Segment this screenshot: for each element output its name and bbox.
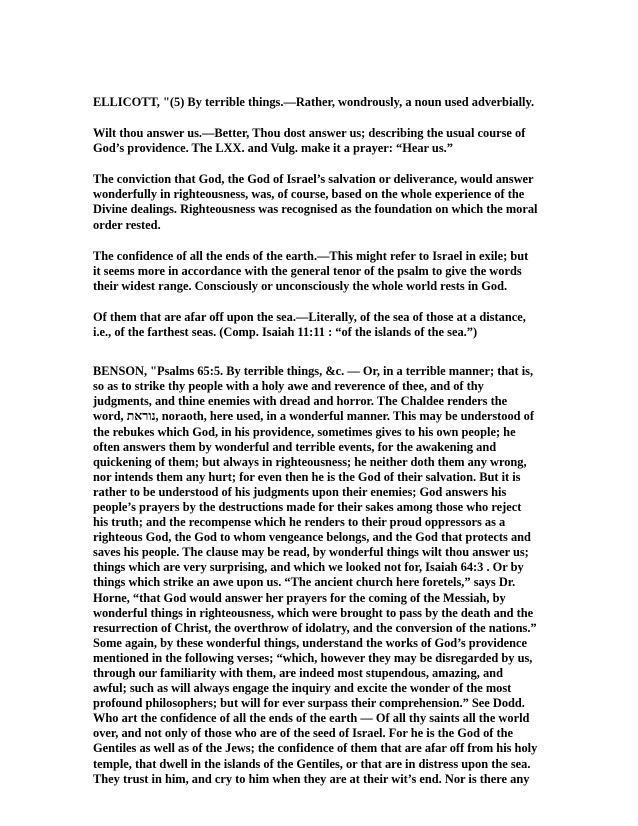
text-line: wonderfully in righteousness, was, of course, based on the whole experience of the (93, 187, 525, 202)
text-line: so as to strike thy people with a holy awe and reverence of thee, and of thy (93, 379, 484, 394)
afar-off-paragraph (93, 310, 551, 340)
text-line: word, נוראת, noraoth, here used, in a wonderful manner. This may be understood of (93, 409, 534, 424)
conviction-paragraph (93, 172, 551, 232)
text-line: nor intends them any hurt; for even then he is the God of their salvation. But it is (93, 469, 521, 484)
text-line: temple, that dwell in the islands of the Gentiles, or that are in distress upon the sea. (93, 756, 531, 771)
text-line: through our familiarity with them, are indeed most stupendous, amazing, and (93, 666, 503, 680)
text-line: resurrection of Christ, the overthrow of idolatry, and the conversion of the nations.” (93, 620, 537, 635)
text-line: Wilt thou answer us.—Better, Thou dost answer us; describing the usual course of (93, 126, 526, 141)
text-line: people’s prayers by the destructions made for their sakes among those who reject (93, 499, 522, 514)
text-line: his truth; and the recompense which he renders to their proud oppressors as a (93, 515, 506, 530)
ellicott-intro-paragraph (93, 95, 551, 110)
text-line: over, and not only of those who are of the seed of Israel. For he is the God of the (93, 726, 514, 741)
commentary-text (93, 95, 551, 803)
text-line: things which strike an awe upon us. “The ancient church here foretels,” says Dr. (93, 575, 516, 590)
text-line: saves his people. The clause may be read, by wonderful things wilt thou answer us; (93, 545, 529, 560)
text-line: quickening of them; but always in righteousness; he neither doth them any wrong, (93, 454, 527, 469)
text-line: order rested. (93, 217, 161, 232)
benson-paragraph (93, 364, 551, 787)
text-line: their widest range. Consciously or unconsciously the whole world rests in God. (93, 278, 508, 293)
text-line: judgments, and thine enemies with dread and horror. The Chaldee renders the (93, 394, 508, 409)
text-line: Horne, “that God would answer her prayers for the coming of the Messiah, by (93, 590, 506, 605)
text-line: They trust in him, and cry to him when they are at their wit’s end. Nor is there any (93, 771, 530, 786)
text-line: things which are very surprising, and which we looked not for, Isaiah 64:3 . Or by (93, 560, 524, 575)
text-line: rather to be understood of his judgments upon their enemies; God answers his (93, 484, 507, 499)
text-line: The conviction that God, the God of Israel’s salvation or deliverance, would answer (93, 172, 534, 187)
text-line: wonderful things in righteousness, which were brought to pass by the death and the (93, 605, 534, 620)
text-line: i.e., of the farthest seas. (Comp. Isaiah 11:11 : “of the islands of the sea.”) (93, 325, 478, 340)
text-line: profound philosophers; but will for ever surpass their comprehension.” See Dodd. (93, 696, 525, 711)
text-line: Of them that are afar off upon the sea.—Literally, of the sea of those at a distance, (93, 309, 526, 324)
text-line: The confidence of all the ends of the earth.—This might refer to Israel in exile; but (93, 248, 529, 263)
text-line: the rebukes which God, in his providence, sometimes gives to his own people; he (93, 424, 516, 439)
text-line: Who art the confidence of all the ends of the earth — Of all thy saints all the world (93, 711, 530, 726)
text-line: it seems more in accordance with the general tenor of the psalm to give the words (93, 263, 522, 278)
text-line: BENSON, "Psalms 65:5. By terrible things, &c. — Or, in a terrible manner; that is, (93, 364, 534, 379)
text-line: mentioned in the following verses; “which, however they may be disregarded by us, (93, 650, 533, 665)
text-line: Some again, by these wonderful things, understand the works of God’s providence (93, 635, 528, 650)
confidence-paragraph (93, 249, 551, 294)
text-line: God’s providence. The LXX. and Vulg. make it a prayer: “Hear us.” (93, 141, 453, 156)
text-line: Divine dealings. Righteousness was recognised as the foundation on which the moral (93, 202, 538, 217)
text-line: awful; such as will always engage the inquiry and excite the wonder of the most (93, 681, 512, 696)
wilt-thou-answer-paragraph (93, 126, 551, 156)
text-line: often answers them by wonderful and terrible events, for the awakening and (93, 439, 497, 454)
text-line: righteous God, the God to whom vengeance belongs, and the God that protects and (93, 530, 531, 545)
text-line: ELLICOTT, "(5) By terrible things.—Rather, wondrously, a noun used adverbially. (93, 95, 535, 109)
text-line: Gentiles as well as of the Jews; the confidence of them that are afar off from his holy (93, 741, 538, 756)
